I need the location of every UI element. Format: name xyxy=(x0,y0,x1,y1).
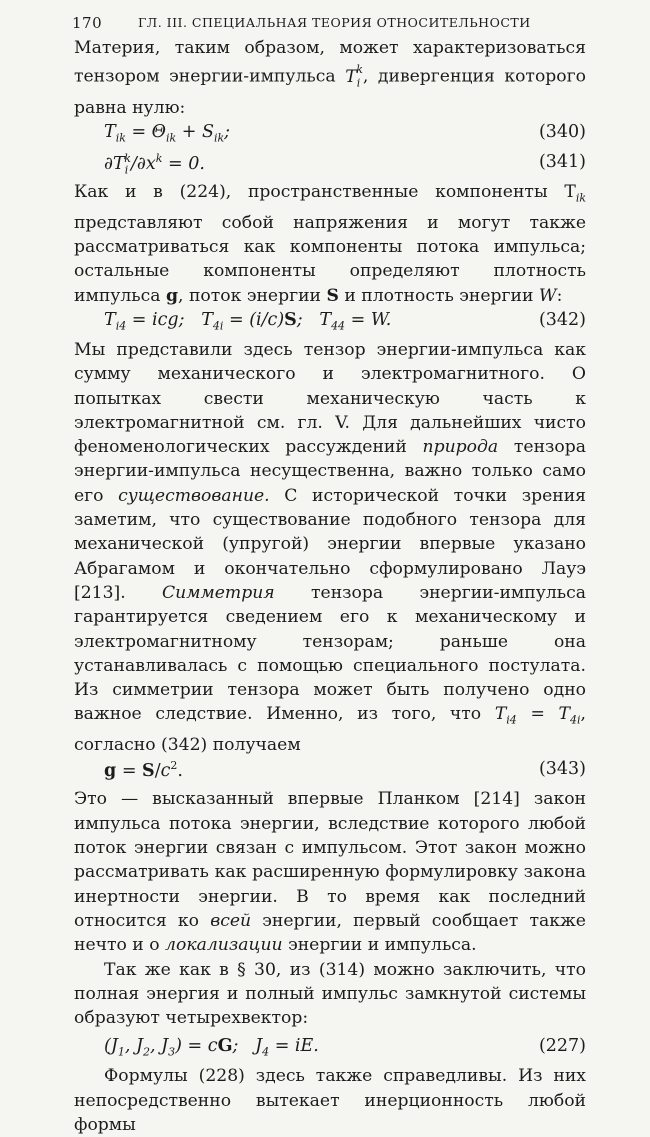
equation-number: (340) xyxy=(538,122,586,143)
paragraph-1: Материя, таким образом, может характеризоваться тензором энергии-импульса $T_i^k$, дивергенция которого равна нулю: xyxy=(74,38,586,118)
equation-342: $T_{i4}$ = icg; $T_{4i} = (i/c)S$; $T_{44} = W$. (342) xyxy=(104,309,586,333)
paragraph-3: Мы представили здесь тензор энергии-импульса как сумму механического и электромагнитного. О попытках свести механическую часть к электромагнитной см. гл. V. Для дальнейших чисто феноменологических рассуждений природа тензора энергии-импульса несущественна, важно только само его существование. С исторической точки зрения заметим, что существование подобного тензора для механической (упругой) энергии впервые указано Абрагамом и окончательно сформулировано Лауэ [213]. Симметрия тензора энергии-импульса гарантируется сведением его к механическому и электромагнитному тензорам; раньше она устанавливалась с помощью специального постулата. Из симметрии тензора может быть получено одно важное следствие. Именно, из того, что $T_{i4} = T_{4i}$, согласно (342) получаем xyxy=(74,339,586,756)
equation-number: (343) xyxy=(538,759,586,780)
paragraph-2: Как и в (224), пространственные компоненты $T_{ik}$ представляют собой напряжения и могут также рассматриваться как компоненты потока импульса; остальные компоненты определяют плотность импульса g, поток энергии S и плотность энергии W: xyxy=(74,182,586,306)
equation-341: $\partial T_i^k/\partial x^k = 0$. (341) xyxy=(104,152,586,177)
paragraph-5: Так же как в § 30, из (314) можно заключить, что полная энергия и полный импульс замкнутой системы образуют четырехвектор: xyxy=(74,959,586,1029)
book-page xyxy=(74,10,586,1137)
equation-number: (341) xyxy=(538,152,586,173)
equation-343: $g = S/c^2$. (343) xyxy=(104,759,586,782)
page-body xyxy=(74,36,586,1137)
equation-227: ($J_1$, $J_2$, $J_3$) = cG; $J_4$ = iE. (227) xyxy=(104,1036,586,1059)
paragraph-4: Это — высказанный впервые Планком [214] закон импульса потока энергии, вследствие которого любой поток энергии связан с импульсом. Этот закон можно рассматривать как расширенную формулировку закона инертности энергии. В то время как последний относится ко всей энергии, первый сообщает также нечто и о локализации энергии и импульса. xyxy=(74,789,586,956)
page-header xyxy=(74,10,586,36)
running-title: ГЛ. III. СПЕЦИАЛЬНАЯ ТЕОРИЯ ОТНОСИТЕЛЬНОСТИ xyxy=(138,15,531,30)
page-number: 170 xyxy=(72,14,103,32)
equation-number: (227) xyxy=(538,1036,586,1057)
equation-340: $T_{ik} = \Theta_{ik} + S_{ik}$; (340) xyxy=(104,122,586,145)
paragraph-6: Формулы (228) здесь также справедливы. Из них непосредственно вытекает инерционность любой формы xyxy=(74,1066,586,1136)
equation-number: (342) xyxy=(538,309,586,330)
